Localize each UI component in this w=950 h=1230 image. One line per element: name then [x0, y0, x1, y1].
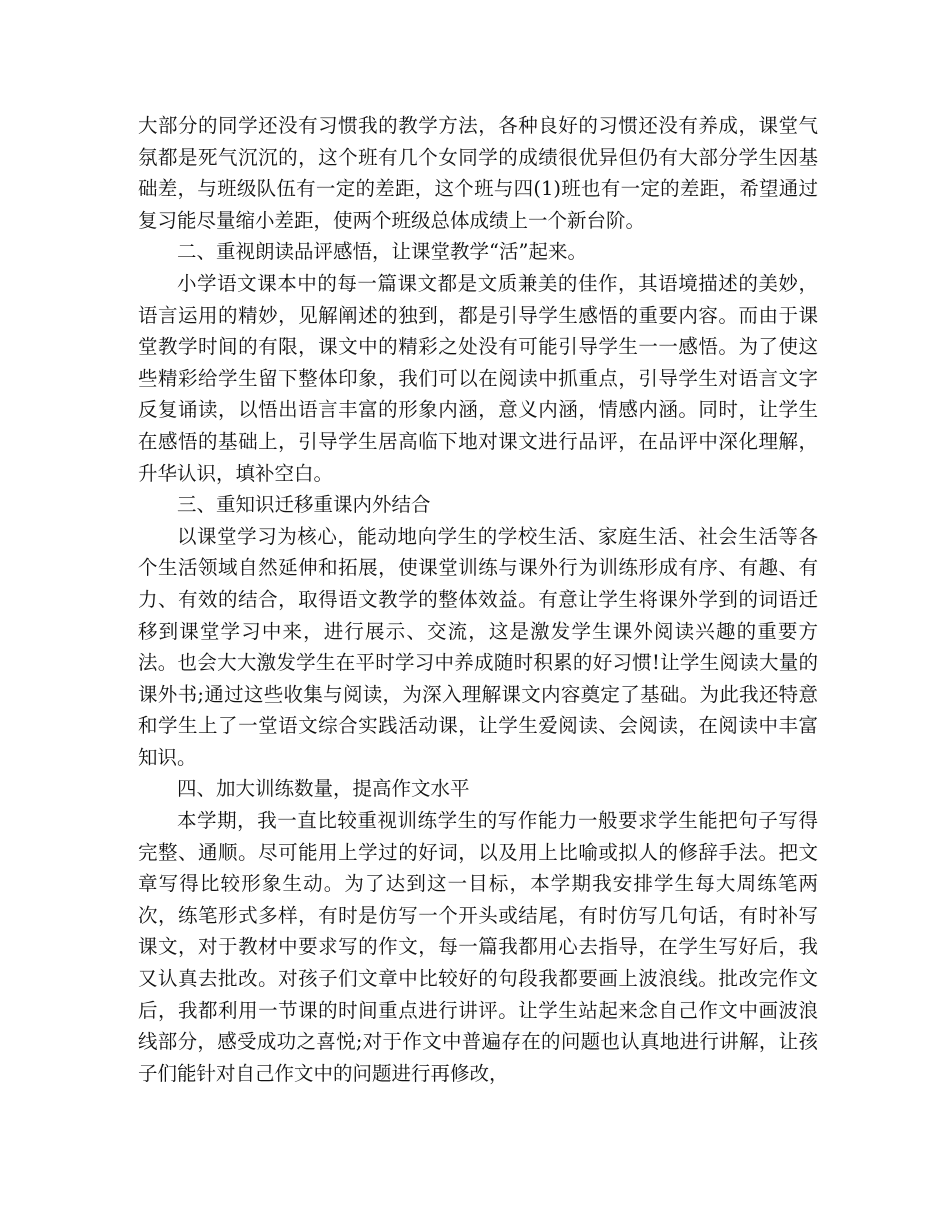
- document-body: [138, 110, 818, 1089]
- section-heading-2: 二、重视朗读品评感悟，让课堂教学“活”起来。: [177, 240, 587, 264]
- paragraph-3: 以课堂学习为核心，能动地向学生的学校生活、家庭生活、社会生活等各个生活领域自然延伸和拓展，使课堂训练与课外行为训练形成有序、有趣、有力、有效的结合，取得语文教学的整体效益。有意让学生将课外学到的词语迁移到课堂学习中来，进行展示、交流，这是激发学生课外阅读兴趣的重要方法。也会大大激发学生在平时学习中养成随时积累的好习惯!让学生阅读大量的课外书;通过这些收集与阅读，为深入理解课文内容奠定了基础。为此我还特意和学生上了一堂语文综合实践活动课，让学生爱阅读、会阅读，在阅读中丰富知识。: [138, 524, 818, 769]
- section-heading-4: 四、加大训练数量，提高作文水平: [177, 777, 470, 801]
- paragraph-continuation: 大部分的同学还没有习惯我的教学方法，各种良好的习惯还没有养成，课堂气氛都是死气沉沉的，这个班有几个女同学的成绩很优异但仍有大部分学生因基础差，与班级队伍有一定的差距，这个班与四(1)班也有一定的差距，希望通过复习能尽量缩小差距，使两个班级总体成绩上一个新台阶。: [138, 114, 818, 232]
- section-heading-3: 三、重知识迁移重课内外结合: [177, 493, 431, 517]
- paragraph-2: 小学语文课本中的每一篇课文都是文质兼美的佳作，其语境描述的美妙，语言运用的精妙，见解阐述的独到，都是引导学生感悟的重要内容。而由于课堂教学时间的有限，课文中的精彩之处没有可能引导学生一一感悟。为了使这些精彩给学生留下整体印象，我们可以在阅读中抓重点，引导学生对语言文字反复诵读，以悟出语言丰富的形象内涵，意义内涵，情感内涵。同时，让学生在感悟的基础上，引导学生居高临下地对课文进行品评，在品评中深化理解，升华认识，填补空白。: [138, 271, 818, 485]
- paragraph-4: 本学期，我一直比较重视训练学生的写作能力一般要求学生能把句子写得完整、通顺。尽可能用上学过的好词，以及用上比喻或拟人的修辞手法。把文章写得比较形象生动。为了达到这一目标，本学期我安排学生每大周练笔两次，练笔形式多样，有时是仿写一个开头或结尾，有时仿写几句话，有时补写课文，对于教材中要求写的作文，每一篇我都用心去指导，在学生写好后，我又认真去批改。对孩子们文章中比较好的句段我都要画上波浪线。批改完作文后，我都利用一节课的时间重点进行讲评。让学生站起来念自己作文中画波浪线部分，感受成功之喜悦;对于作文中普遍存在的问题也认真地进行讲解，让孩子们能针对自己作文中的问题进行再修改，: [138, 809, 818, 1085]
